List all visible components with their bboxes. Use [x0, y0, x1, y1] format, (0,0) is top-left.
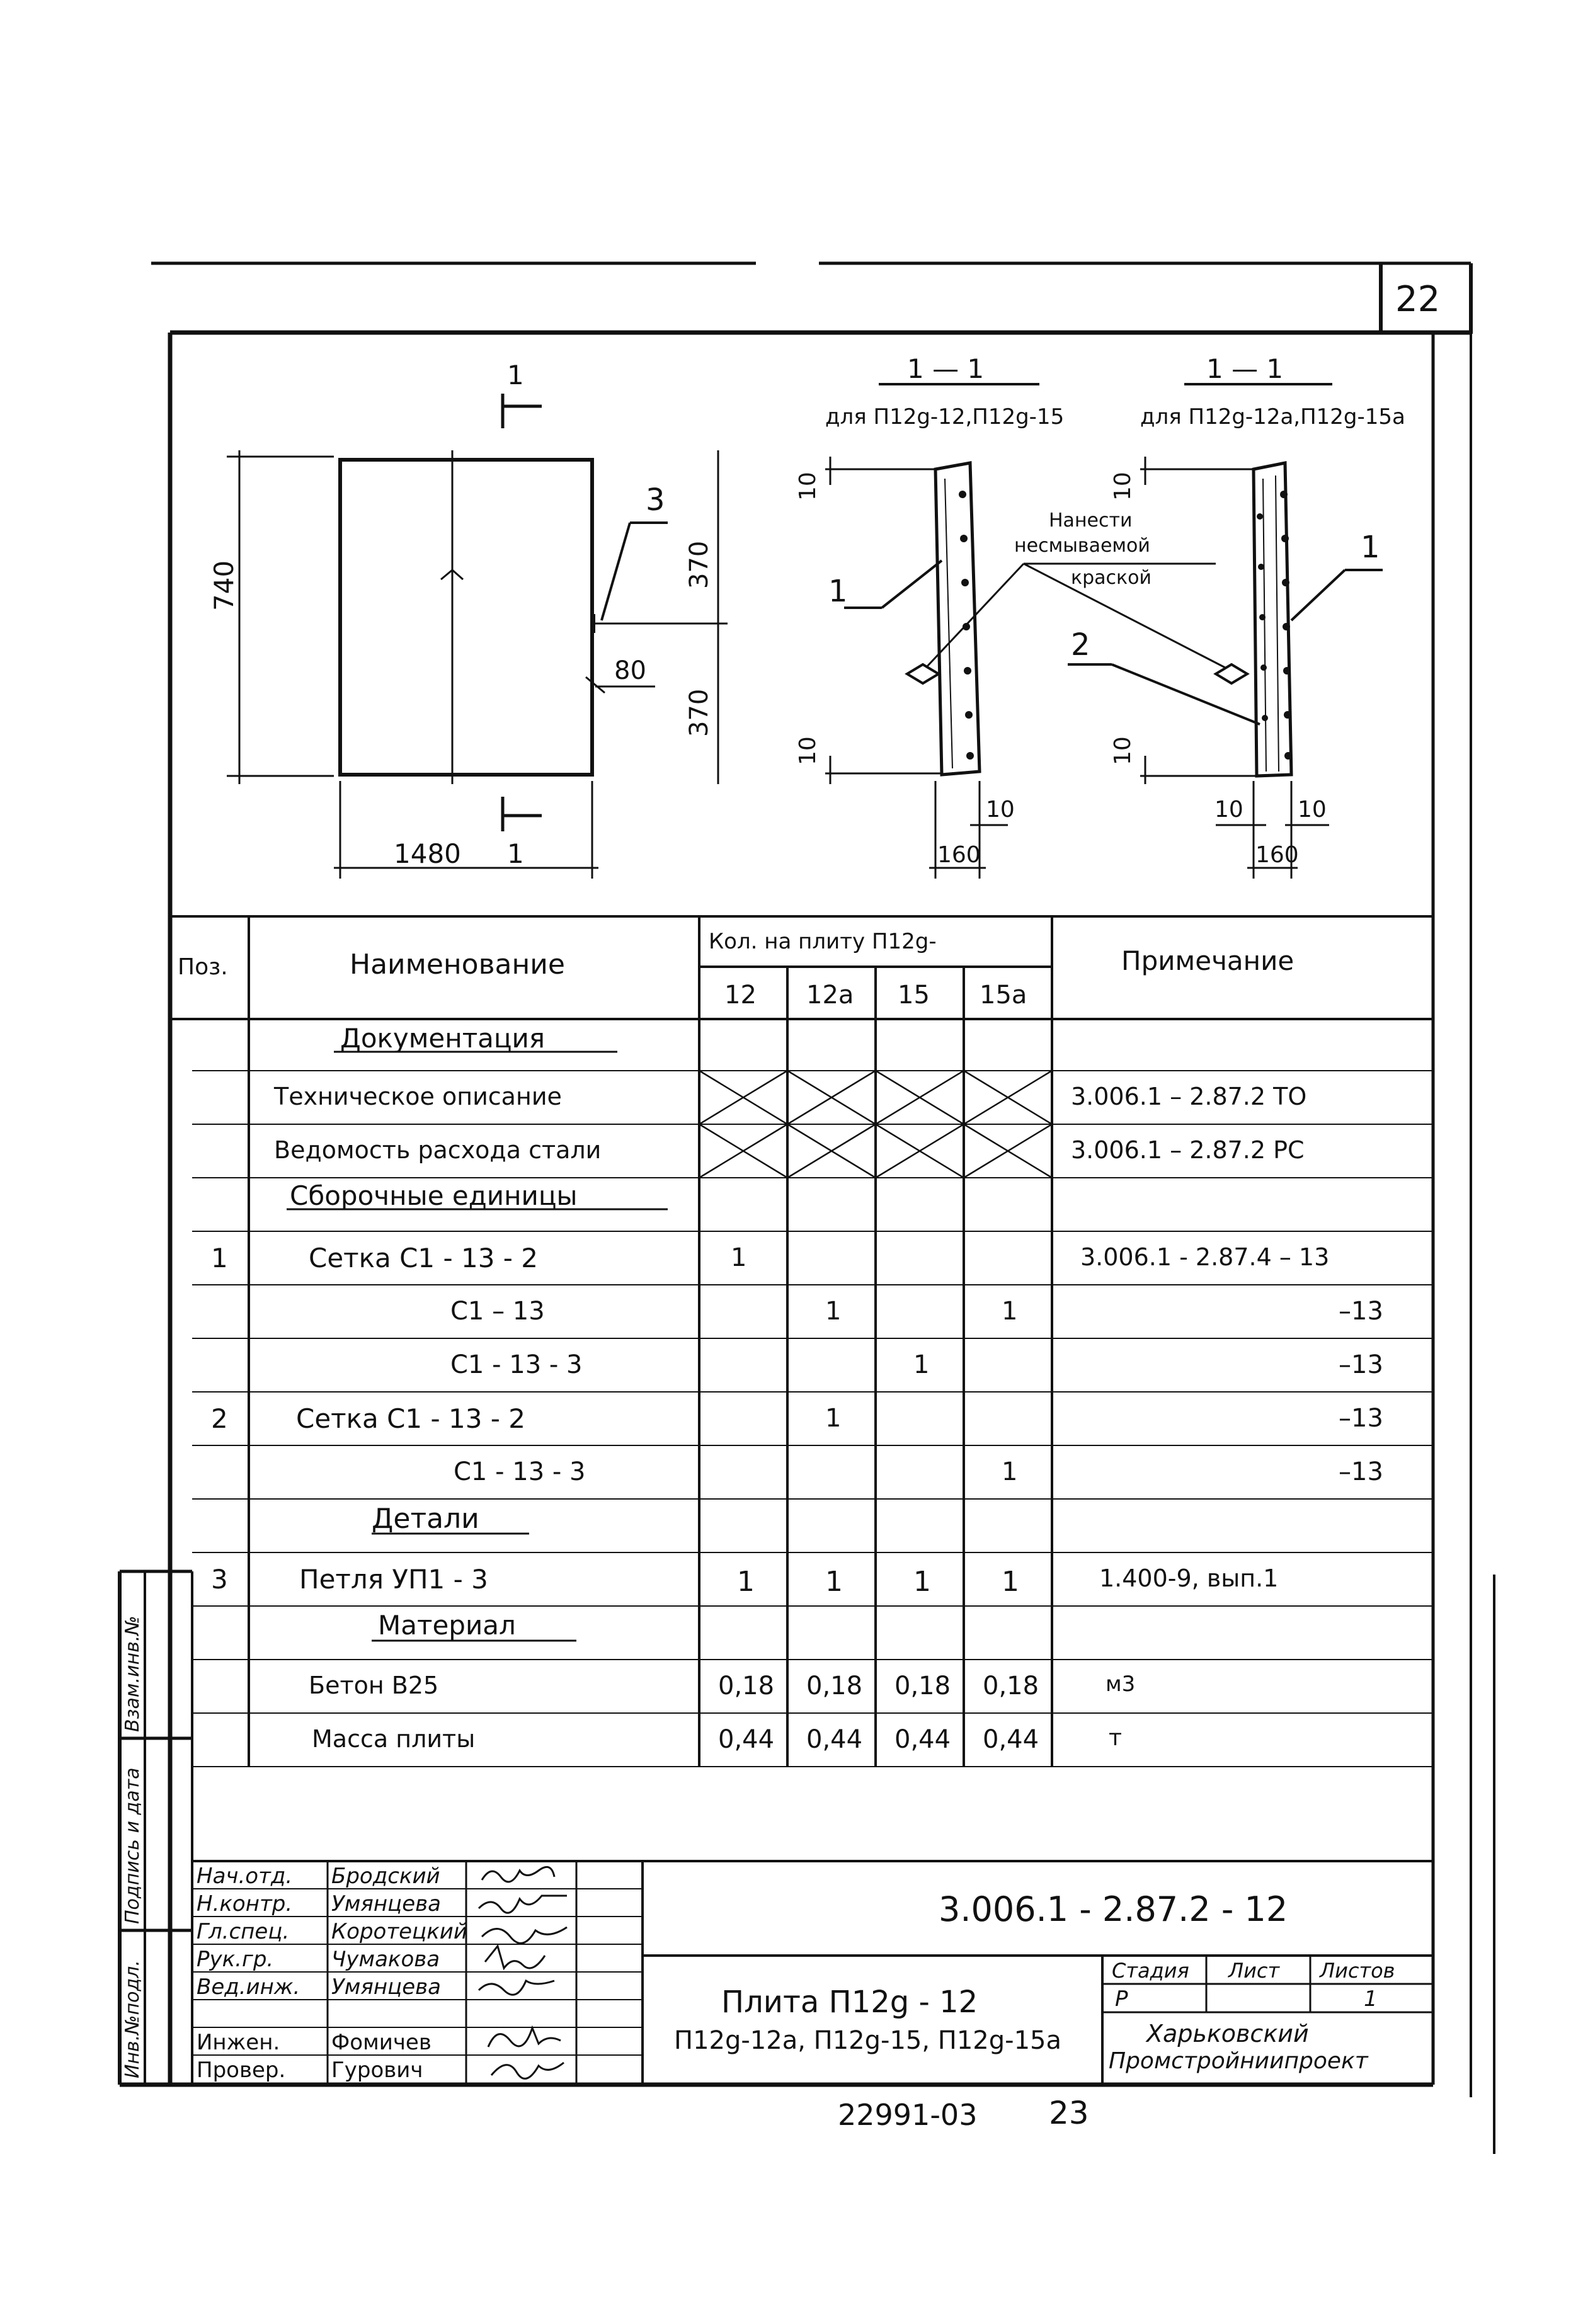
header-pos: Поз.: [178, 954, 228, 980]
paint-note-line-3: краской: [1071, 567, 1152, 589]
header-name: Наименование: [350, 948, 565, 981]
stamp-label-signature-date: Подпись и дата: [122, 1767, 144, 1924]
section-left-dim-thickness: 160: [937, 842, 981, 868]
row-qty: 1: [737, 1566, 755, 1598]
row-name: С1 - 13 - 3: [450, 1350, 583, 1379]
section-title-material: Материал: [378, 1610, 516, 1641]
row-note: 3.006.1 - 2.87.4 – 13: [1080, 1243, 1330, 1271]
sheets-value: 1: [1364, 1986, 1378, 2012]
header-qty-group: Кол. на плиту П12g-: [709, 929, 937, 954]
signature-role: Вед.инж.: [197, 1974, 300, 2000]
row-qty: 1: [825, 1404, 842, 1433]
row-note: 3.006.1 – 2.87.2 РС: [1071, 1136, 1305, 1164]
section-left-title: 1 — 1: [907, 353, 985, 384]
row-pos: 3: [211, 1564, 228, 1595]
paint-note-line-2: несмываемой: [1014, 535, 1150, 557]
organization-line-2: Промстройниипроект: [1109, 2048, 1368, 2074]
row-qty: 1: [913, 1350, 930, 1379]
section-left-dim-bottom: 10: [795, 736, 821, 765]
row-name: Техническое описание: [274, 1083, 562, 1110]
row-note: –13: [1339, 1404, 1383, 1433]
section-left-dim-top: 10: [795, 472, 821, 501]
signature-role: Инжен.: [197, 2030, 280, 2055]
row-qty: 0,44: [806, 1725, 863, 1754]
stamp-label-replacement-no: Взам.инв.№: [122, 1615, 144, 1732]
sheet-number: 22: [1395, 279, 1441, 320]
row-name: С1 – 13: [450, 1297, 545, 1326]
section-right-dim-thickness: 160: [1255, 842, 1299, 868]
row-qty: 1: [913, 1566, 931, 1598]
section-left-subtitle: для П12g-12,П12g-15: [825, 404, 1065, 430]
row-qty: 0,44: [983, 1725, 1039, 1754]
sheets-label: Листов: [1320, 1959, 1395, 1983]
row-name: Ведомость расхода стали: [274, 1136, 602, 1164]
row-name: Петля УП1 - 3: [299, 1564, 488, 1595]
row-qty: 1: [1002, 1457, 1018, 1486]
signature-name: Чумакова: [331, 1947, 440, 1972]
row-pos: 1: [211, 1243, 228, 1273]
row-note: м3: [1106, 1672, 1136, 1697]
section-right-title: 1 — 1: [1206, 353, 1284, 384]
signature-name: Бродский: [331, 1864, 440, 1889]
row-qty: 0,18: [894, 1672, 951, 1700]
section-right-dim-bottom: 10: [1110, 736, 1136, 765]
dim-half-bottom: 370: [685, 688, 714, 737]
organization-line-1: Харьковский: [1146, 2020, 1309, 2048]
row-qty: 0,18: [806, 1672, 863, 1700]
row-qty: 1: [1002, 1566, 1019, 1598]
drawing-title-line-2: П12g-12а, П12g-15, П12g-15а: [674, 2026, 1061, 2055]
row-qty: 0,18: [983, 1672, 1039, 1700]
row-qty: 1: [1002, 1297, 1018, 1326]
header-note: Примечание: [1121, 945, 1294, 976]
row-note: –13: [1339, 1350, 1383, 1379]
section-right-dim-edge-right: 10: [1298, 797, 1327, 823]
stage-label: Стадия: [1112, 1959, 1189, 1983]
dim-width: 1480: [394, 838, 461, 869]
row-qty: 0,44: [718, 1725, 775, 1754]
header-qty-15: 15: [898, 981, 930, 1010]
section-mark-top: 1: [507, 360, 524, 390]
row-note: т: [1109, 1725, 1122, 1751]
row-name: С1 - 13 - 3: [454, 1457, 586, 1486]
signature-name: Фомичев: [331, 2030, 431, 2055]
row-qty: 1: [825, 1566, 843, 1598]
callout-3: 3: [646, 482, 665, 518]
row-note: –13: [1339, 1457, 1383, 1486]
drawing-title-line-1: Плита П12g - 12: [721, 1985, 978, 2020]
row-pos: 2: [211, 1403, 228, 1434]
section-left-dim-edge: 10: [986, 797, 1015, 823]
signature-name: Коротецкий: [331, 1919, 467, 1944]
header-qty-15a: 15а: [980, 981, 1027, 1010]
section-title-assembly-units: Сборочные единицы: [290, 1180, 578, 1211]
signature-name: Умянцева: [331, 1974, 441, 2000]
row-note: 3.006.1 – 2.87.2 ТО: [1071, 1083, 1307, 1110]
stage-value: Р: [1115, 1986, 1128, 2012]
row-name: Сетка С1 - 13 - 2: [309, 1243, 539, 1273]
row-qty: 1: [731, 1243, 747, 1272]
footer-code: 22991-03: [838, 2098, 978, 2132]
paint-note-line-1: Нанести: [1049, 510, 1133, 532]
row-qty: 0,18: [718, 1672, 775, 1700]
footer-page: 23: [1049, 2095, 1089, 2131]
section-right-dim-edge-left: 10: [1214, 797, 1243, 823]
section-right-subtitle: для П12g-12а,П12g-15а: [1140, 404, 1405, 430]
section-title-details: Детали: [372, 1503, 479, 1535]
signature-name: Умянцева: [331, 1891, 441, 1917]
header-qty-12a: 12а: [806, 981, 854, 1010]
stamp-label-inventory-no: Инв.№подл.: [122, 1960, 144, 2078]
row-name: Бетон В25: [309, 1672, 439, 1699]
section-right-callout-2: 2: [1071, 627, 1090, 663]
section-right-callout-1: 1: [1361, 530, 1380, 565]
header-qty-12: 12: [724, 981, 757, 1010]
dim-offset: 80: [614, 656, 646, 685]
dim-half-top: 370: [685, 540, 714, 589]
row-qty: 1: [825, 1297, 842, 1326]
section-right-dim-top: 10: [1110, 472, 1136, 501]
row-name: Масса плиты: [312, 1725, 476, 1753]
section-title-documentation: Документация: [340, 1023, 546, 1054]
section-mark-bottom: 1: [507, 838, 524, 869]
sheet-label: Лист: [1228, 1959, 1280, 1983]
dim-height: 740: [209, 560, 239, 611]
row-note: 1.400-9, вып.1: [1099, 1564, 1279, 1592]
section-left-callout-1: 1: [828, 574, 848, 609]
row-name: Сетка С1 - 13 - 2: [296, 1403, 526, 1434]
signature-role: Гл.спец.: [197, 1919, 290, 1944]
row-note: –13: [1339, 1297, 1383, 1326]
signature-name: Гурович: [331, 2058, 423, 2083]
document-code: 3.006.1 - 2.87.2 - 12: [939, 1889, 1288, 1929]
signature-role: Рук.гр.: [197, 1947, 274, 1972]
row-qty: 0,44: [894, 1725, 951, 1754]
signature-role: Нач.отд.: [197, 1864, 293, 1889]
signature-role: Н.контр.: [197, 1891, 293, 1917]
signature-role: Провер.: [197, 2058, 286, 2083]
